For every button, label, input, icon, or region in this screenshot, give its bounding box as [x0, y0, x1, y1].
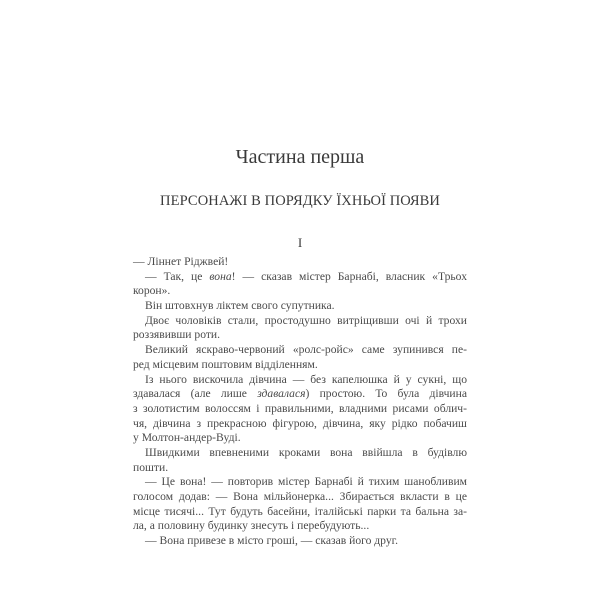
text-line: [133, 431, 467, 446]
body-text: [133, 255, 467, 549]
text-line: [133, 446, 467, 461]
chapter-number: I: [297, 235, 303, 250]
text-line: [133, 255, 467, 270]
text-segment: — Ліннет Ріджвей!: [133, 255, 229, 268]
text-line: [133, 505, 467, 520]
text-line: [133, 284, 467, 299]
text-segment: ла, а половину будинку знесуть і перебудують...: [133, 519, 370, 533]
text-segment: голосом додав: — Вона мільйонерка... Збирається вкласти в це: [133, 490, 467, 503]
text-segment: Він штовхнув ліктем свого супутника.: [145, 299, 335, 313]
text-segment: — Так, це: [145, 269, 210, 283]
text-segment: Із нього вискочила дівчина — без капелюшка й у сукні, що: [145, 372, 467, 386]
text-segment: Великий яскраво-червоний «ролс-ройс» саме зупинився пе-: [145, 343, 467, 357]
text-line: [133, 475, 467, 490]
text-line: [133, 490, 467, 505]
text-line: [133, 299, 467, 314]
text-line: [133, 417, 467, 432]
text-segment: ред місцевим поштовим відділенням.: [133, 357, 318, 371]
italic-text: здавалася: [257, 387, 306, 401]
text-line: [133, 328, 467, 343]
text-segment: Двоє чоловіків стали, простодушно витріщивши очі й трохи: [145, 313, 467, 327]
text-segment: чя, дівчина з прекрасною фігурою, дівчина, яку рідко побачиш: [133, 416, 467, 430]
text-line: [133, 519, 467, 534]
section-title: ПЕРСОНАЖІ В ПОРЯДКУ ЇХНЬОЇ ПОЯВИ: [160, 193, 440, 209]
text-segment: ) простою. То була дівчина: [305, 387, 467, 401]
text-line: [133, 534, 467, 549]
text-segment: пошти.: [133, 460, 169, 474]
text-line: [133, 314, 467, 329]
text-line: [133, 343, 467, 358]
text-line: [133, 373, 467, 388]
part-title: Частина перша: [235, 146, 365, 168]
text-segment: у Молтон-андер-Вуді.: [133, 431, 241, 445]
text-segment: — Вона привезе в місто гроші, — сказав його друг.: [145, 534, 398, 548]
text-line: [133, 461, 467, 476]
text-segment: місце тисячі... Тут будуть басейни, італійські парки та бальна за-: [133, 504, 467, 518]
text-segment: Швидкими впевненими кроками вона ввійшла в будівлю: [145, 445, 467, 459]
text-segment: — Це вона! — повторив містер Барнабі й тихим шанобливим: [145, 475, 467, 489]
text-segment: ! — сказав містер Барнабі, власник «Трьох: [231, 269, 467, 283]
text-line: [133, 358, 467, 373]
text-line: [133, 387, 467, 402]
text-line: [133, 270, 467, 285]
text-line: [133, 402, 467, 417]
text-segment: з золотистим волоссям і правильними, владними рисами облич-: [133, 401, 467, 415]
text-segment: роззявивши роти.: [133, 328, 221, 342]
italic-text: вона: [209, 269, 232, 283]
text-segment: корон».: [133, 284, 171, 298]
text-segment: здавалася (але лише: [133, 387, 258, 401]
